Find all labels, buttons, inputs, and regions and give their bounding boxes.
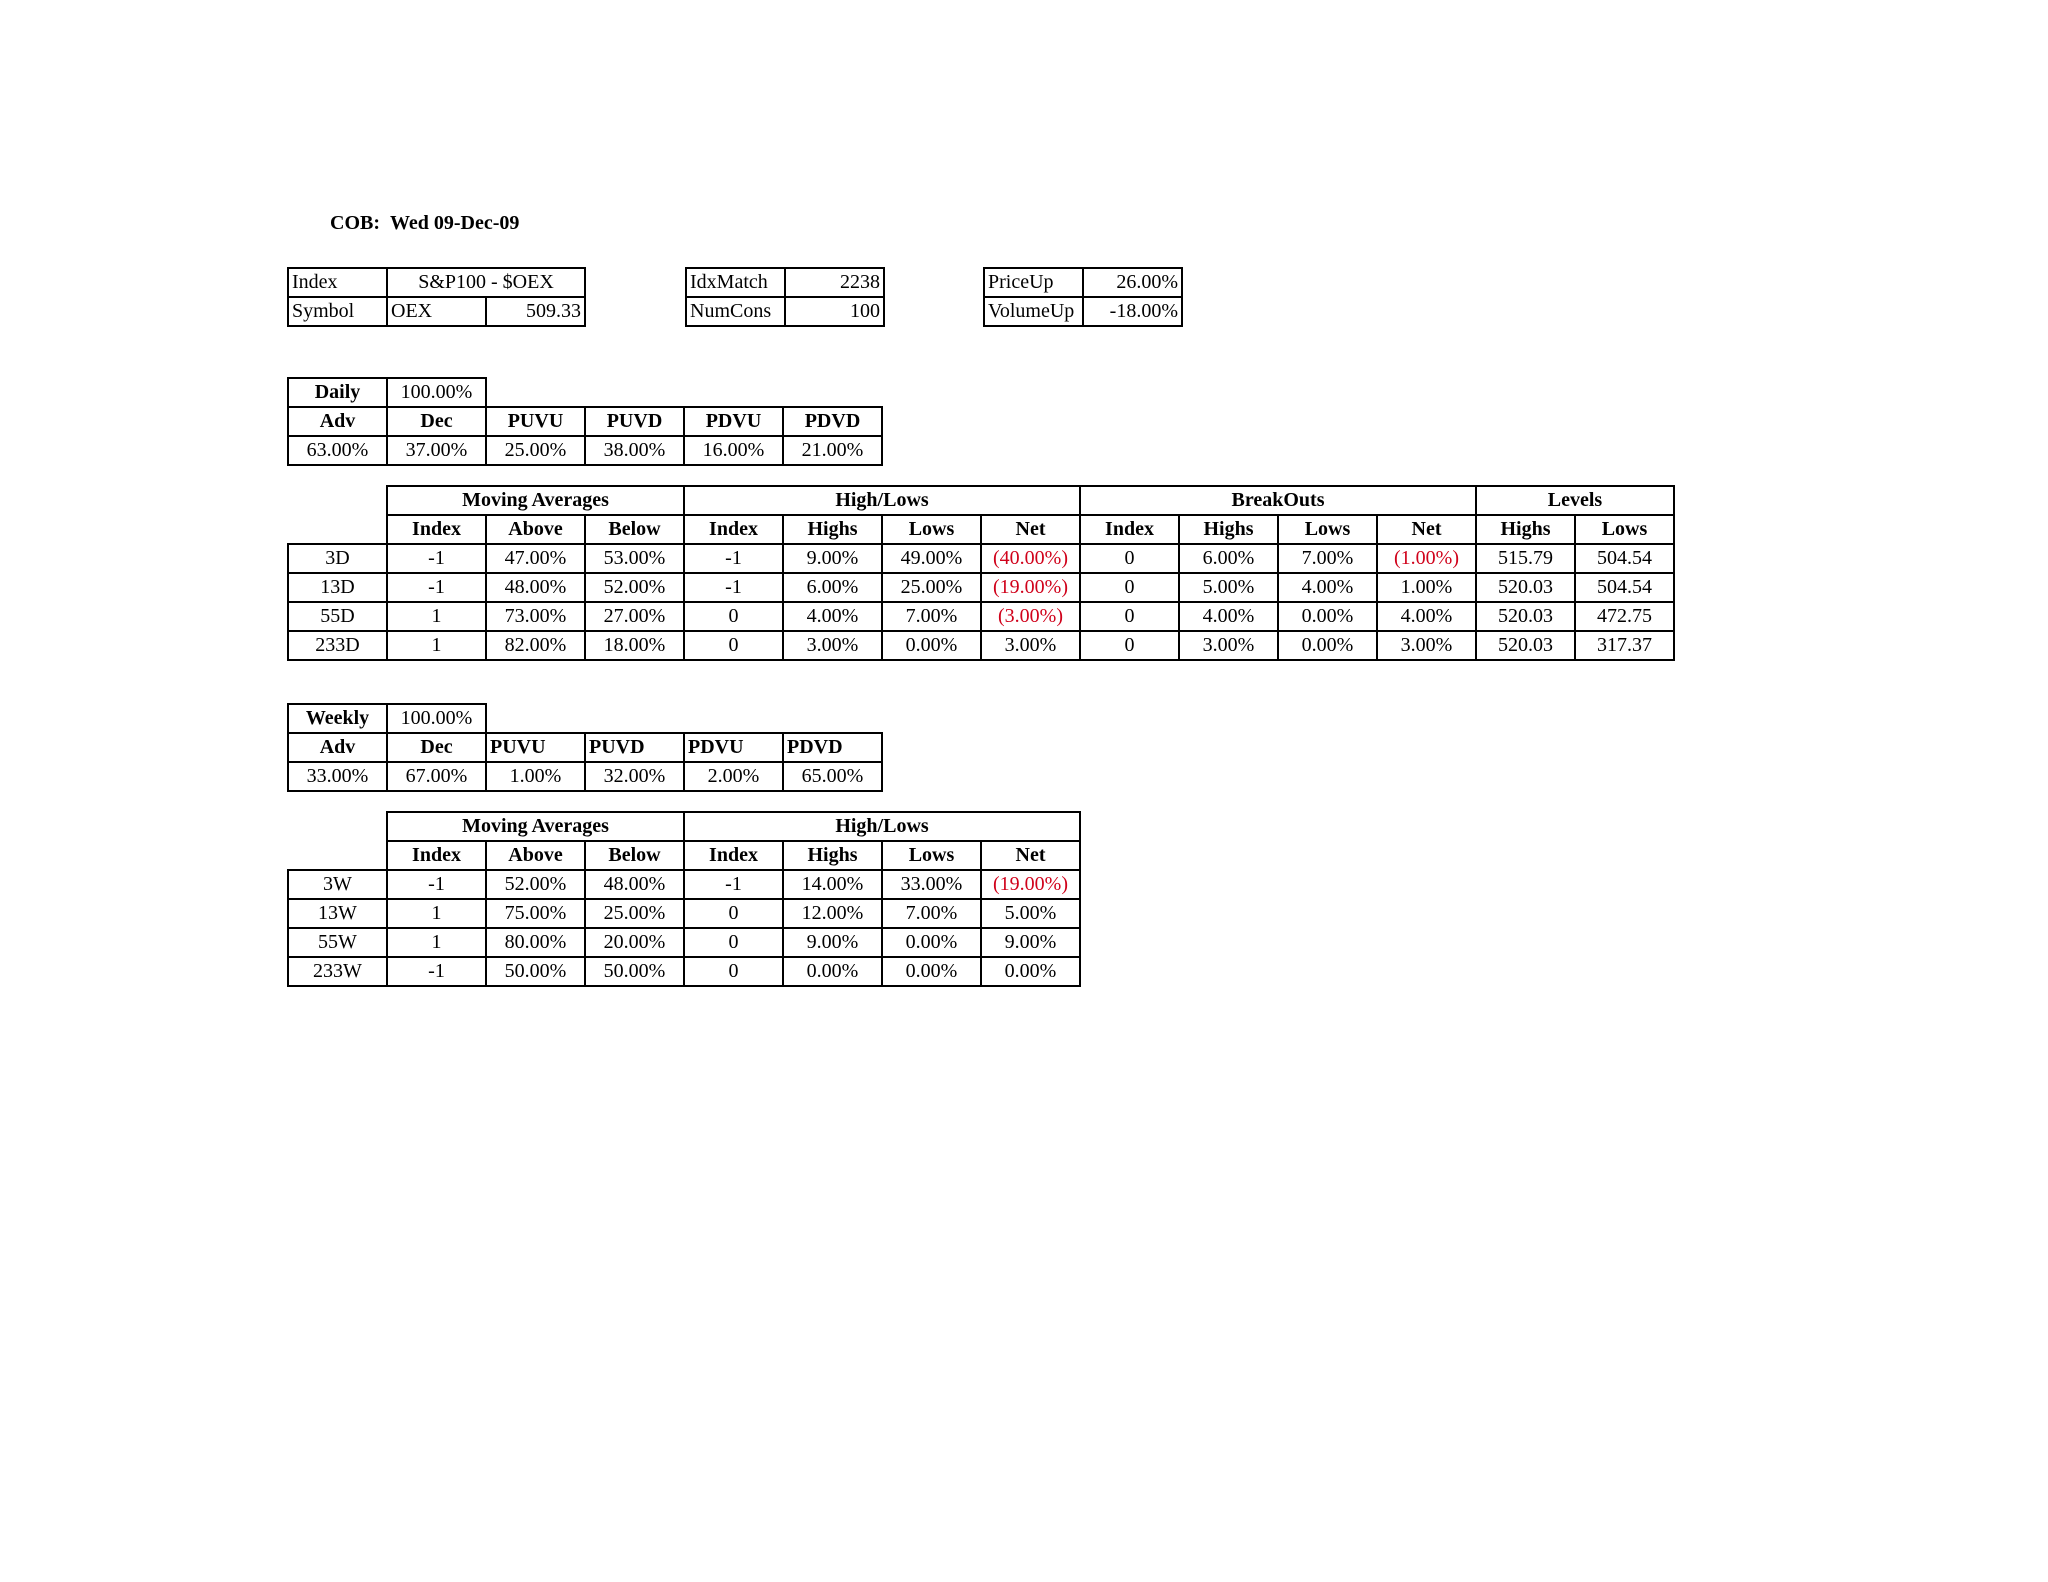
table-cell: -1 <box>387 957 486 986</box>
index-label: Index <box>288 268 387 297</box>
table-cell: 80.00% <box>486 928 585 957</box>
daily-header-adv: Adv <box>288 407 387 436</box>
table-cell: 82.00% <box>486 631 585 660</box>
column-header: Highs <box>783 515 882 544</box>
table-cell: 7.00% <box>1278 544 1377 573</box>
table-cell: 0.00% <box>882 957 981 986</box>
table-row <box>288 544 1674 573</box>
table-cell: 7.00% <box>882 899 981 928</box>
daily-pct: 100.00% <box>387 378 486 407</box>
table-cell: 25.00% <box>585 899 684 928</box>
row-label: 3W <box>288 870 387 899</box>
table-cell: -1 <box>684 573 783 602</box>
table-row <box>288 957 1080 986</box>
table-cell: 4.00% <box>1179 602 1278 631</box>
row-label: 55D <box>288 602 387 631</box>
numcons-value: 100 <box>785 297 884 326</box>
table-cell: 4.00% <box>1377 602 1476 631</box>
table-cell: 317.37 <box>1575 631 1674 660</box>
table-cell: 52.00% <box>486 870 585 899</box>
daily-label: Daily <box>288 378 387 407</box>
table-row <box>288 928 1080 957</box>
daily-summary-table <box>287 377 883 466</box>
column-header: Below <box>585 515 684 544</box>
column-header: Above <box>486 515 585 544</box>
column-header: Net <box>981 515 1080 544</box>
table-cell: 472.75 <box>1575 602 1674 631</box>
table-cell: 9.00% <box>783 928 882 957</box>
table-cell: 0 <box>1080 602 1179 631</box>
weekly-header-puvu: PUVU <box>486 733 585 762</box>
table-cell: 3.00% <box>981 631 1080 660</box>
column-header: Highs <box>1179 515 1278 544</box>
priceup-value: 26.00% <box>1083 268 1182 297</box>
daily-value: 25.00% <box>486 436 585 465</box>
table-cell: 47.00% <box>486 544 585 573</box>
table-cell: 0.00% <box>1278 631 1377 660</box>
table-cell: 52.00% <box>585 573 684 602</box>
table-cell: 0.00% <box>1278 602 1377 631</box>
table-cell: 73.00% <box>486 602 585 631</box>
column-header: Lows <box>882 515 981 544</box>
weekly-value: 2.00% <box>684 762 783 791</box>
table-cell: 0.00% <box>783 957 882 986</box>
idxmatch-label: IdxMatch <box>686 268 785 297</box>
row-label: 3D <box>288 544 387 573</box>
weekly-detail-table <box>287 811 1081 987</box>
table-cell: 6.00% <box>783 573 882 602</box>
table-cell: 1 <box>387 602 486 631</box>
table-cell: 3.00% <box>783 631 882 660</box>
cob-date: Wed 09-Dec-09 <box>390 212 520 234</box>
priceup-label: PriceUp <box>984 268 1083 297</box>
weekly-value: 33.00% <box>288 762 387 791</box>
weekly-value: 1.00% <box>486 762 585 791</box>
table-cell: (19.00%) <box>981 870 1080 899</box>
table-row <box>288 573 1674 602</box>
volumeup-value: -18.00% <box>1083 297 1182 326</box>
column-header: Index <box>684 515 783 544</box>
idxmatch-value: 2238 <box>785 268 884 297</box>
row-label: 13D <box>288 573 387 602</box>
table-cell: 49.00% <box>882 544 981 573</box>
column-header: Highs <box>1476 515 1575 544</box>
table-cell: 1.00% <box>1377 573 1476 602</box>
table-cell: 0.00% <box>882 928 981 957</box>
column-header: Highs <box>783 841 882 870</box>
table-cell: 27.00% <box>585 602 684 631</box>
row-label: 55W <box>288 928 387 957</box>
column-header: Net <box>1377 515 1476 544</box>
symbol-price: 509.33 <box>486 297 585 326</box>
table-cell: 18.00% <box>585 631 684 660</box>
table-cell: 0 <box>684 928 783 957</box>
numcons-label: NumCons <box>686 297 785 326</box>
table-cell: (1.00%) <box>1377 544 1476 573</box>
table-cell: -1 <box>387 573 486 602</box>
table-cell: 0 <box>684 957 783 986</box>
table-cell: 520.03 <box>1476 631 1575 660</box>
table-cell: 0 <box>1080 631 1179 660</box>
weekly-value: 32.00% <box>585 762 684 791</box>
table-cell: 0.00% <box>981 957 1080 986</box>
table-cell: 0.00% <box>882 631 981 660</box>
table-cell: 53.00% <box>585 544 684 573</box>
table-cell: 520.03 <box>1476 602 1575 631</box>
table-row <box>288 631 1674 660</box>
table-cell: 9.00% <box>783 544 882 573</box>
table-cell: 5.00% <box>981 899 1080 928</box>
column-header: Lows <box>882 841 981 870</box>
daily-header-pdvu: PDVU <box>684 407 783 436</box>
weekly-label: Weekly <box>288 704 387 733</box>
table-row <box>288 899 1080 928</box>
index-info-table <box>287 267 586 327</box>
weekly-summary-table <box>287 703 883 792</box>
weekly-value: 65.00% <box>783 762 882 791</box>
daily-header-dec: Dec <box>387 407 486 436</box>
column-header: Index <box>684 841 783 870</box>
table-cell: (40.00%) <box>981 544 1080 573</box>
table-cell: 520.03 <box>1476 573 1575 602</box>
table-cell: 1 <box>387 899 486 928</box>
table-cell: 0 <box>684 631 783 660</box>
table-cell: -1 <box>387 544 486 573</box>
table-cell: 9.00% <box>981 928 1080 957</box>
group-breakouts: BreakOuts <box>1080 486 1476 515</box>
column-header: Above <box>486 841 585 870</box>
table-cell: 1 <box>387 928 486 957</box>
column-header: Index <box>387 841 486 870</box>
table-cell: 33.00% <box>882 870 981 899</box>
table-cell: -1 <box>684 544 783 573</box>
table-cell: 3.00% <box>1377 631 1476 660</box>
table-cell: 50.00% <box>486 957 585 986</box>
table-cell: (19.00%) <box>981 573 1080 602</box>
row-label: 233W <box>288 957 387 986</box>
column-header: Lows <box>1278 515 1377 544</box>
table-cell: 14.00% <box>783 870 882 899</box>
volumeup-label: VolumeUp <box>984 297 1083 326</box>
column-header: Net <box>981 841 1080 870</box>
table-cell: 75.00% <box>486 899 585 928</box>
table-cell: 0 <box>1080 573 1179 602</box>
table-cell: 48.00% <box>585 870 684 899</box>
column-header: Index <box>387 515 486 544</box>
symbol-value: OEX <box>387 297 486 326</box>
row-label: 13W <box>288 899 387 928</box>
index-value: S&P100 - $OEX <box>387 268 585 297</box>
row-label: 233D <box>288 631 387 660</box>
table-cell: 0 <box>684 899 783 928</box>
daily-value: 37.00% <box>387 436 486 465</box>
group-moving-averages: Moving Averages <box>387 812 684 841</box>
weekly-header-adv: Adv <box>288 733 387 762</box>
group-high-lows: High/Lows <box>684 812 1080 841</box>
daily-value: 21.00% <box>783 436 882 465</box>
daily-value: 38.00% <box>585 436 684 465</box>
table-cell: 4.00% <box>783 602 882 631</box>
table-cell: 5.00% <box>1179 573 1278 602</box>
daily-value: 16.00% <box>684 436 783 465</box>
table-cell: 20.00% <box>585 928 684 957</box>
group-high-lows: High/Lows <box>684 486 1080 515</box>
daily-header-puvd: PUVD <box>585 407 684 436</box>
daily-header-puvu: PUVU <box>486 407 585 436</box>
column-header: Below <box>585 841 684 870</box>
table-cell: 504.54 <box>1575 573 1674 602</box>
table-cell: 0 <box>684 602 783 631</box>
table-cell: 7.00% <box>882 602 981 631</box>
table-cell: -1 <box>387 870 486 899</box>
daily-value: 63.00% <box>288 436 387 465</box>
table-cell: 4.00% <box>1278 573 1377 602</box>
daily-header-pdvd: PDVD <box>783 407 882 436</box>
table-cell: -1 <box>684 870 783 899</box>
table-cell: 6.00% <box>1179 544 1278 573</box>
column-header: Lows <box>1575 515 1674 544</box>
weekly-pct: 100.00% <box>387 704 486 733</box>
weekly-header-puvd: PUVD <box>585 733 684 762</box>
table-cell: 25.00% <box>882 573 981 602</box>
table-cell: 12.00% <box>783 899 882 928</box>
weekly-header-pdvd: PDVD <box>783 733 882 762</box>
table-cell: 50.00% <box>585 957 684 986</box>
table-row <box>288 870 1080 899</box>
group-levels: Levels <box>1476 486 1674 515</box>
table-cell: 1 <box>387 631 486 660</box>
cob-header <box>330 212 529 235</box>
table-row <box>288 602 1674 631</box>
idxmatch-table <box>685 267 885 327</box>
column-header: Index <box>1080 515 1179 544</box>
weekly-value: 67.00% <box>387 762 486 791</box>
table-cell: 0 <box>1080 544 1179 573</box>
symbol-label: Symbol <box>288 297 387 326</box>
table-cell: (3.00%) <box>981 602 1080 631</box>
cob-label: COB: <box>330 212 380 234</box>
priceup-table <box>983 267 1183 327</box>
group-moving-averages: Moving Averages <box>387 486 684 515</box>
table-cell: 504.54 <box>1575 544 1674 573</box>
daily-detail-table <box>287 485 1675 661</box>
table-cell: 3.00% <box>1179 631 1278 660</box>
weekly-header-pdvu: PDVU <box>684 733 783 762</box>
table-cell: 515.79 <box>1476 544 1575 573</box>
table-cell: 48.00% <box>486 573 585 602</box>
weekly-header-dec: Dec <box>387 733 486 762</box>
